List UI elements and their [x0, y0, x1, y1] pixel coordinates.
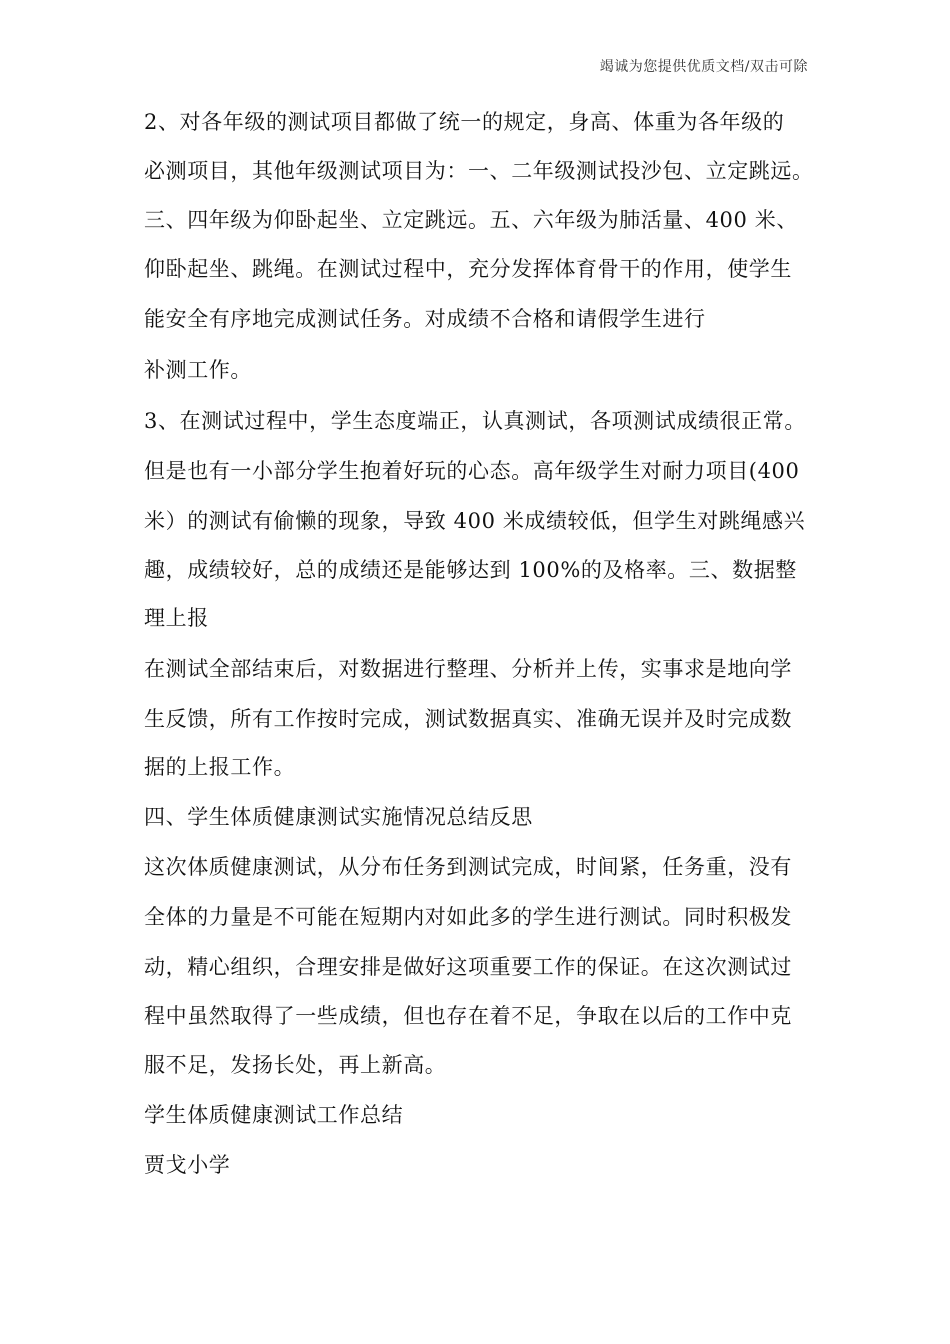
body-line: 必测项目，其他年级测试项目为：一、二年级测试投沙包、立定跳远。	[144, 159, 814, 183]
body-line: 能安全有序地完成测试任务。对成绩不合格和请假学生进行	[144, 307, 706, 331]
body-line: 三、四年级为仰卧起坐、立定跳远。五、六年级为肺活量、400 米、	[144, 208, 798, 232]
body-line: 生反馈，所有工作按时完成，测试数据真实、准确无误并及时完成数	[144, 707, 792, 731]
body-line: 2、对各年级的测试项目都做了统一的规定，身高、体重为各年级的	[144, 110, 785, 134]
body-line: 程中虽然取得了一些成绩，但也存在着不足，争取在以后的工作中克	[144, 1004, 792, 1028]
body-line: 仰卧起坐、跳绳。在测试过程中，充分发挥体育骨干的作用，使学生	[144, 257, 792, 281]
body-line: 这次体质健康测试，从分布任务到测试完成，时间紧，任务重，没有	[144, 855, 792, 879]
body-line: 3、在测试过程中，学生态度端正，认真测试，各项测试成绩很正常。	[144, 409, 806, 433]
document-title: 学生体质健康测试工作总结	[144, 1103, 404, 1127]
body-line: 米）的测试有偷懒的现象，导致 400 米成绩较低，但学生对跳绳感兴	[144, 509, 806, 533]
section-heading: 四、学生体质健康测试实施情况总结反思	[144, 805, 533, 829]
body-line: 趣，成绩较好，总的成绩还是能够达到 100%的及格率。三、数据整	[144, 558, 797, 582]
body-line: 据的上报工作。	[144, 755, 296, 779]
body-line: 但是也有一小部分学生抱着好玩的心态。高年级学生对耐力项目(400	[144, 459, 800, 483]
body-line: 全体的力量是不可能在短期内对如此多的学生进行测试。同时积极发	[144, 905, 792, 929]
body-line: 动，精心组织，合理安排是做好这项重要工作的保证。在这次测试过	[144, 955, 792, 979]
school-name: 贾戈小学	[144, 1153, 231, 1177]
body-line: 在测试全部结束后，对数据进行整理、分析并上传，实事求是地向学	[144, 657, 792, 681]
body-line: 服不足，发扬长处，再上新高。	[144, 1053, 447, 1077]
body-line: 理上报	[144, 606, 209, 630]
header-note: 竭诚为您提供优质文档/双击可除	[599, 59, 808, 75]
body-line: 补测工作。	[144, 358, 252, 382]
